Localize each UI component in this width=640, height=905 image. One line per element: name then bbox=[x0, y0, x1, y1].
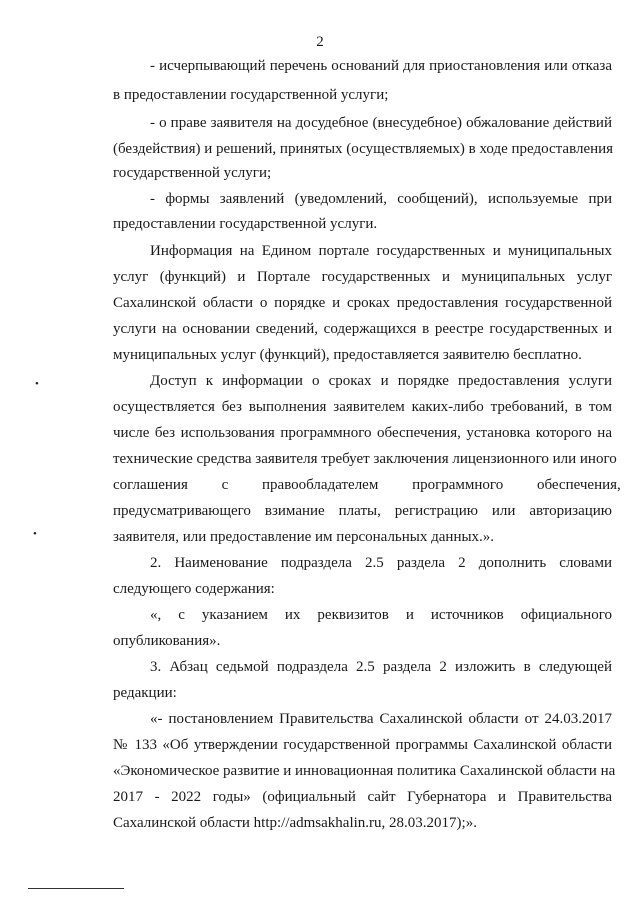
text-line: осуществляется без выполнения заявителем каких-либо требований, в том bbox=[113, 399, 612, 415]
text-line: 3. Абзац седьмой подраздела 2.5 раздела 2 изложить в следующей bbox=[150, 659, 612, 675]
text-line: заявителя, или предоставление им персональных данных.». bbox=[113, 529, 495, 545]
text-line: технические средства заявителя требует заключения лицензионного или иного bbox=[113, 451, 617, 467]
text-line: - формы заявлений (уведомлений, сообщений), используемые при bbox=[150, 191, 612, 207]
text-line: числе без использования программного обеспечения, установка которого на bbox=[113, 425, 612, 441]
text-line: «, с указанием их реквизитов и источников официального bbox=[150, 607, 612, 623]
text-line: 2. Наименование подраздела 2.5 раздела 2 дополнить словами bbox=[150, 555, 612, 571]
text-line: предоставлении государственной услуги. bbox=[113, 216, 378, 232]
text-line: Информация на Едином портале государственных и муниципальных bbox=[150, 243, 612, 259]
text-line: Доступ к информации о сроках и порядке предоставления услуги bbox=[150, 373, 612, 389]
text-line: 2017 - 2022 годы» (официальный сайт Губернатора и Правительства bbox=[113, 789, 612, 805]
text-line: услуг (функций) и Портале государственных и муниципальных услуг bbox=[113, 269, 612, 285]
scan-speck: • bbox=[33, 528, 37, 540]
scan-speck: • bbox=[35, 378, 39, 390]
text-line: редакции: bbox=[113, 685, 177, 701]
text-line: в предоставлении государственной услуги; bbox=[113, 87, 389, 103]
text-line: опубликования». bbox=[113, 633, 221, 649]
text-line: - исчерпывающий перечень оснований для приостановления или отказа bbox=[150, 58, 612, 74]
footnote-rule bbox=[28, 888, 124, 889]
text-line: (бездействия) и решений, принятых (осуществляемых) в ходе предоставления bbox=[113, 141, 614, 157]
text-line: - о праве заявителя на досудебное (внесудебное) обжалование действий bbox=[150, 115, 612, 131]
text-line: «- постановлением Правительства Сахалинской области от 24.03.2017 bbox=[150, 711, 612, 727]
text-line: предусматривающего взимание платы, регистрацию или авторизацию bbox=[113, 503, 612, 519]
text-line: Сахалинской области http://admsakhalin.ru, 28.03.2017);». bbox=[113, 815, 477, 831]
text-line: следующего содержания: bbox=[113, 581, 275, 597]
text-line: услуги на основании сведений, содержащихся в реестре государственных и bbox=[113, 321, 612, 337]
text-line: государственной услуги; bbox=[113, 165, 272, 181]
text-line: «Экономическое развитие и инновационная политика Сахалинской области на bbox=[113, 763, 616, 779]
page-number: 2 bbox=[316, 34, 324, 50]
text-line: № 133 «Об утверждении государственной программы Сахалинской области bbox=[113, 737, 612, 753]
text-line: муниципальных услуг (функций), предоставляется заявителю бесплатно. bbox=[113, 347, 582, 363]
text-line: соглашения с правообладателем программного обеспечения, bbox=[113, 477, 621, 493]
text-line: Сахалинской области о порядке и сроках предоставления государственной bbox=[113, 295, 612, 311]
